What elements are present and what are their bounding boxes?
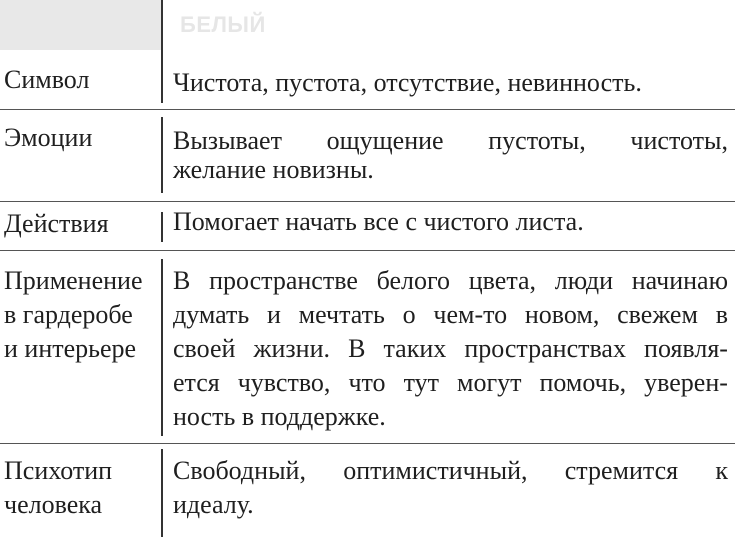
value-line: желание новизны. — [173, 155, 374, 184]
row-label-actions — [4, 207, 160, 241]
column-divider — [161, 259, 163, 436]
table-title: БЕЛЫЙ — [180, 12, 266, 37]
value-line: Помогает начать все с чистого листа. — [173, 207, 584, 236]
label-line: Психотип — [4, 456, 113, 485]
value-line: думать и мечтать о чем-то новом, свежем в — [173, 300, 728, 329]
column-divider — [161, 0, 163, 103]
row-label-symbol — [4, 63, 160, 97]
label-line: человека — [4, 490, 103, 519]
row-label-psychotype — [4, 454, 160, 522]
value-line: В пространстве белого цвета, люди начинаю — [173, 266, 728, 295]
value-line: ется чувство, что тут могут помочь, уверен- — [173, 368, 728, 397]
column-divider — [161, 117, 163, 193]
value-line: Чистота, пустота, отсутствие, невинность. — [173, 68, 642, 97]
row-separator — [0, 201, 735, 202]
label-line: Эмоции — [4, 123, 93, 152]
value-line: идеалу. — [173, 490, 254, 519]
row-separator — [0, 109, 735, 110]
row-separator — [0, 250, 735, 251]
row-value-application — [173, 264, 728, 434]
row-value-symbol — [173, 66, 728, 100]
value-line: ность в поддержке. — [173, 402, 386, 431]
row-value-emotions — [173, 124, 728, 187]
label-line: в гардеробе — [4, 300, 133, 329]
column-divider — [161, 212, 163, 242]
label-line: Действия — [4, 209, 109, 238]
label-line: Применение — [4, 266, 143, 295]
label-line: Символ — [4, 65, 90, 94]
row-separator — [0, 443, 735, 444]
value-line: Вызывает ощущение пустоты, чистоты, — [173, 126, 728, 155]
row-value-psychotype — [173, 454, 728, 522]
row-value-actions — [173, 205, 728, 239]
row-label-application — [4, 264, 160, 366]
row-label-emotions — [4, 121, 160, 155]
value-line: своей жизни. В таких пространствах появля- — [173, 334, 728, 363]
header-shaded-cell — [0, 0, 161, 50]
value-line: Свободный, оптимистичный, стремится к — [173, 456, 728, 485]
column-divider — [161, 449, 163, 537]
label-line: и интерьере — [4, 334, 137, 363]
